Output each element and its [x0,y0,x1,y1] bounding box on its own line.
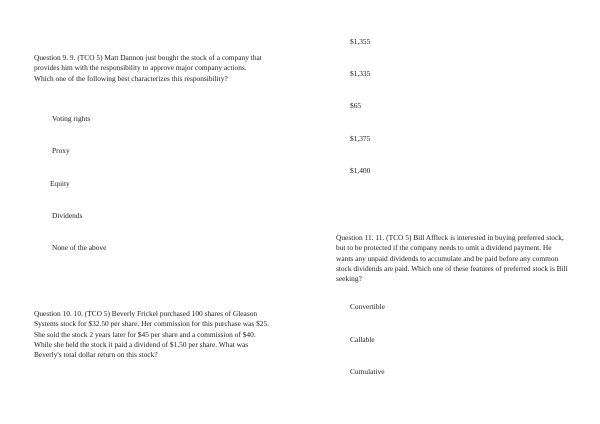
q9-option-none-of-the-above[interactable]: None of the above [52,243,107,252]
q9-option-dividends[interactable]: Dividends [52,211,83,220]
q10-option-1335[interactable]: $1,335 [350,69,371,78]
q11-option-cumulative[interactable]: Cumulative [350,367,385,376]
question-11-text: Question 11. 11. (TCO 5) Bill Affleck is interested in buying preferred stock, but to be protected if the company needs to omit a dividend payment. He wants any unpaid dividends to accumulate and be paid before any common stock dividends are paid. Which one of these features of preferred stock is Bill seeking? [336,233,568,284]
q10-option-1375[interactable]: $1,375 [350,134,371,143]
q9-option-voting-rights[interactable]: Voting rights [52,114,91,123]
question-10-text: Question 10. 10. (TCO 5) Beverly Frickel purchased 100 shares of Gleason Systems stock for $32.50 per share. Her commission for this purchase was $25. She sold the stock 2 years later for $45 per share and a commission of $40. While she held the stock it paid a dividend of $1.50 per share. What was Beverly's total dollar return on this stock? [34,309,270,360]
q10-option-65[interactable]: $65 [350,101,362,110]
q11-option-callable[interactable]: Callable [350,335,375,344]
q11-option-convertible[interactable]: Convertible [350,302,385,311]
q10-option-1355[interactable]: $1,355 [350,37,371,46]
q10-option-1400[interactable]: $1,400 [350,166,371,175]
q9-option-proxy[interactable]: Proxy [52,146,70,155]
q9-option-equity[interactable]: Equity [50,179,70,188]
question-9-text: Question 9. 9. (TCO 5) Matt Dannon just bought the stock of a company that provides him with the responsibility to approve major company actions. Which one of the following best characterizes this responsibility? [34,53,262,83]
